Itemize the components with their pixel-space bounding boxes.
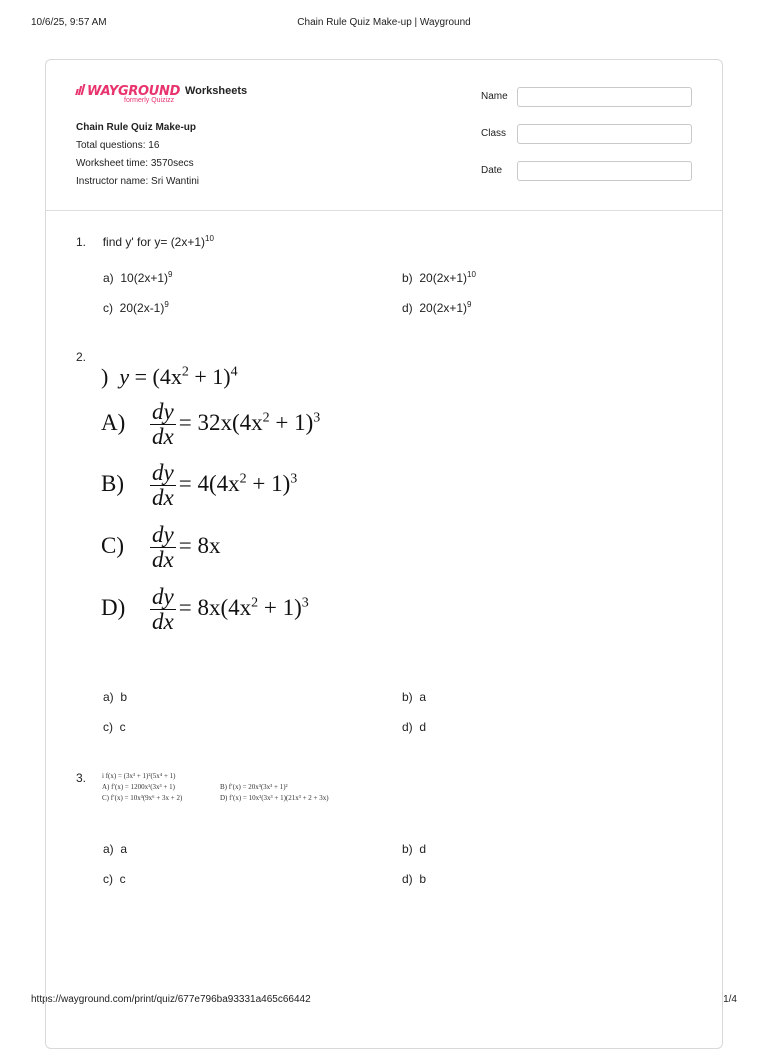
section-label: Worksheets	[185, 85, 248, 97]
question-exponent: 10	[205, 234, 214, 243]
question-3	[76, 771, 86, 785]
q3-option-d[interactable]: d) b	[402, 872, 427, 886]
total-questions: Total questions: 16	[76, 140, 160, 151]
question-1	[76, 234, 214, 249]
q3-choice-a: A) f′(x) = 1200x¹(3x³ + 1)	[102, 783, 175, 791]
q3-choice-d: D) f′(x) = 10x³(3x³ + 1)(21x³ + 2 + 3x)	[220, 794, 329, 802]
class-field[interactable]	[517, 124, 692, 144]
question-number: 3.	[76, 771, 87, 785]
q1-option-c[interactable]: c) $20(2x-1)^9$	[103, 300, 169, 315]
print-title: Chain Rule Quiz Make-up | Wayground	[297, 17, 471, 28]
quiz-title: Chain Rule Quiz Make-up	[76, 122, 197, 133]
q2-option-b[interactable]: b) a	[402, 690, 427, 704]
q3-math-image	[102, 769, 352, 809]
q3-choice-c: C) f′(x) = 10x³(9x⁶ + 3x + 2)	[102, 794, 183, 802]
q2-stem: ) $y = (4x^2 + 1)^4$	[101, 364, 238, 389]
q2-math-image	[101, 360, 401, 650]
q3-stem: i f(x) = (3x³ + 1)²(5x⁴ + 1)	[102, 772, 176, 780]
question-2	[76, 350, 86, 364]
q1-option-b[interactable]: b) $20(2x+1)^{10}$	[402, 270, 476, 285]
q2-option-a[interactable]: a) b	[103, 690, 128, 704]
worksheet-card	[45, 59, 723, 1049]
quiz-meta	[76, 119, 199, 191]
logo-text: WAYGROUND	[87, 84, 181, 99]
worksheet-header	[46, 60, 722, 211]
date-field[interactable]	[517, 161, 692, 181]
print-datetime: 10/6/25, 9:57 AM	[31, 17, 107, 28]
q1-option-d[interactable]: d) $20(2x+1)^9$	[402, 300, 472, 315]
question-number: 1.	[76, 235, 87, 249]
q2-choice-c: C) $\frac{dy}{dx}$ = 8x	[101, 522, 221, 573]
logo-tagline: formerly Quizizz	[124, 97, 175, 104]
q2-choice-a: A) $\frac{dy}{dx}$ = $32x(4x^2 + 1)^3$	[101, 399, 321, 450]
date-label: Date	[481, 165, 503, 176]
question-number: 2.	[76, 350, 87, 364]
wayground-logo	[76, 82, 181, 104]
q3-option-a[interactable]: a) a	[103, 842, 128, 856]
q2-option-c[interactable]: c) c	[103, 720, 126, 734]
page-number: 1/4	[723, 994, 737, 1005]
worksheet-time: Worksheet time: 3570secs	[76, 158, 194, 169]
class-label: Class	[481, 128, 507, 139]
logo-mark-icon	[76, 82, 85, 100]
q1-option-a[interactable]: a) $10(2x+1)^9$	[103, 270, 173, 285]
q3-choice-b: B) f′(x) = 20x³(3x³ + 1)²	[220, 783, 288, 791]
q2-choice-b: B) $\frac{dy}{dx}$ = $4(4x^2 + 1)^3$	[101, 460, 298, 511]
q3-option-c[interactable]: c) c	[103, 872, 126, 886]
question-text: find y' for y= (2x+1)	[102, 235, 206, 249]
name-label: Name	[481, 91, 508, 102]
name-field[interactable]	[517, 87, 692, 107]
print-url[interactable]: https://wayground.com/print/quiz/677e796ba93331a465c66442	[31, 994, 311, 1005]
print-header	[31, 17, 737, 31]
q2-option-d[interactable]: d) d	[402, 720, 427, 734]
q2-choice-d: D) $\frac{dy}{dx}$ = $8x(4x^2 + 1)^3$	[101, 584, 309, 635]
q3-option-b[interactable]: b) d	[402, 842, 427, 856]
instructor-name: Instructor name: Sri Wantini	[76, 176, 200, 187]
